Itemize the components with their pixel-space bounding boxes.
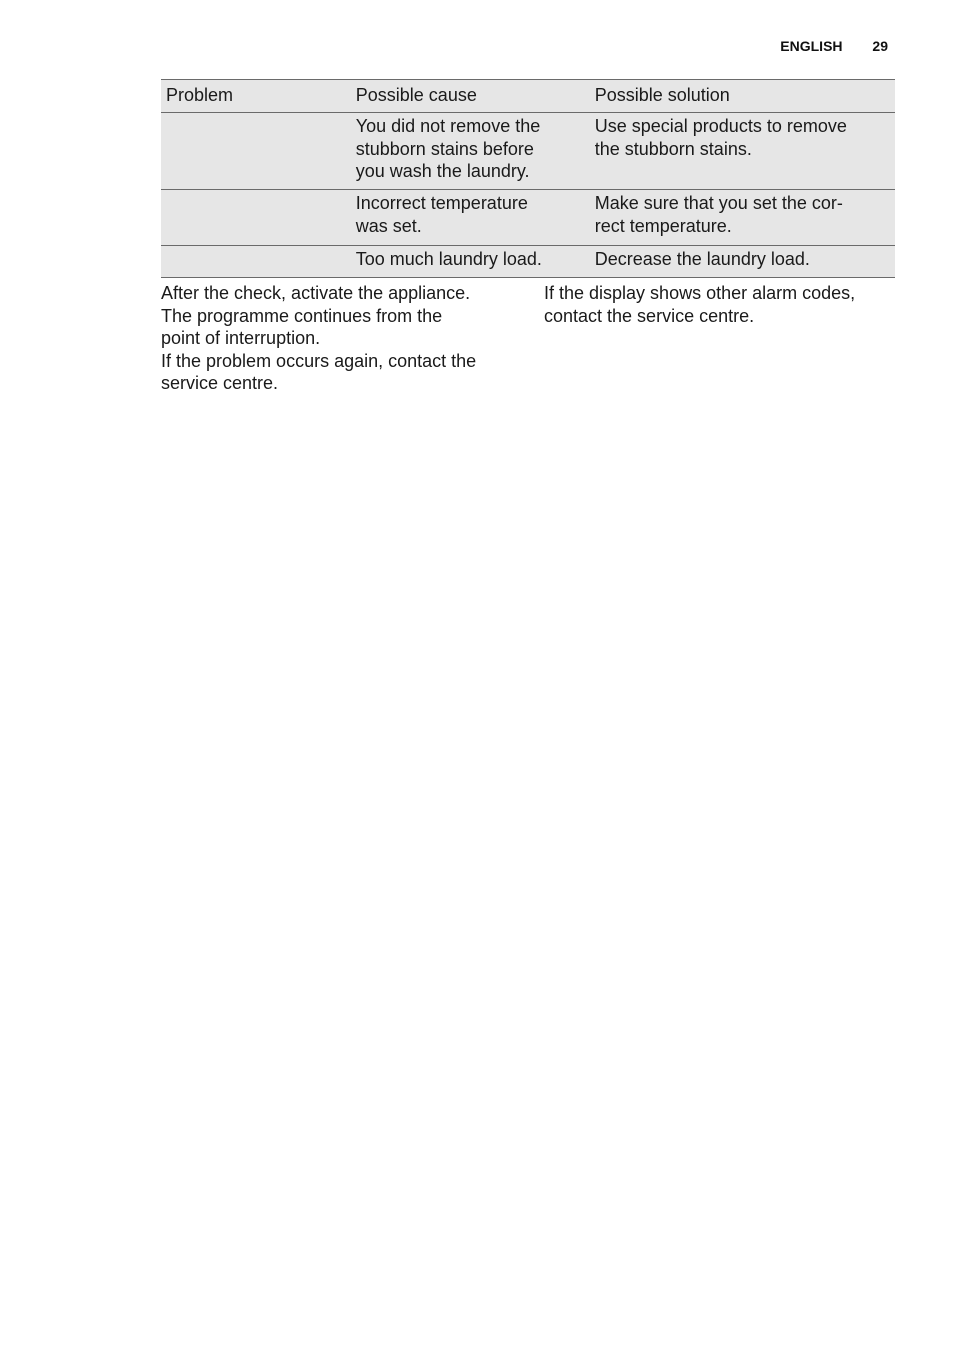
note-line: The programme continues from the	[161, 305, 443, 326]
cause-line: You did not remove the	[355, 116, 541, 136]
solution-line: the stubborn stains.	[594, 138, 752, 159]
cause-line: was set.	[355, 215, 422, 236]
solution-line: rect temperature.	[594, 215, 732, 236]
problem-cell	[161, 113, 351, 190]
note-line: If the display shows other alarm codes,	[544, 283, 856, 303]
problem-cell	[161, 190, 351, 246]
notes-right-column	[544, 282, 896, 327]
column-header-cause: Possible cause	[351, 80, 590, 113]
note-line: service centre.	[161, 373, 279, 394]
solution-cell	[590, 113, 895, 190]
note-line: After the check, activate the appliance.	[161, 283, 471, 303]
cause-line: Incorrect temperature	[355, 193, 528, 213]
solution-cell	[590, 190, 895, 246]
cause-line: stubborn stains before	[355, 138, 534, 159]
note-line: contact the service centre.	[544, 305, 755, 326]
solution-line: Decrease the laundry load.	[594, 249, 810, 269]
notes-left-column	[161, 282, 531, 395]
cause-cell	[351, 113, 590, 190]
solution-line: Make sure that you set the cor-	[594, 193, 843, 213]
note-line: If the problem occurs again, contact the	[161, 350, 477, 371]
table-row	[161, 246, 895, 278]
cause-cell	[351, 246, 590, 278]
language-label: ENGLISH	[780, 38, 843, 54]
cause-line: you wash the laundry.	[355, 161, 530, 181]
column-header-solution: Possible solution	[590, 80, 895, 113]
troubleshooting-table	[161, 79, 895, 278]
page-number: 29	[872, 38, 888, 54]
table-row	[161, 113, 895, 190]
problem-cell	[161, 246, 351, 278]
table-header-row	[161, 80, 895, 113]
solution-cell	[590, 246, 895, 278]
solution-line: Use special products to remove	[594, 116, 847, 136]
cause-line: Too much laundry load.	[355, 249, 542, 269]
note-line: point of interruption.	[161, 328, 321, 349]
column-header-problem: Problem	[161, 80, 351, 113]
page-header	[780, 38, 888, 54]
table-row	[161, 190, 895, 246]
cause-cell	[351, 190, 590, 246]
